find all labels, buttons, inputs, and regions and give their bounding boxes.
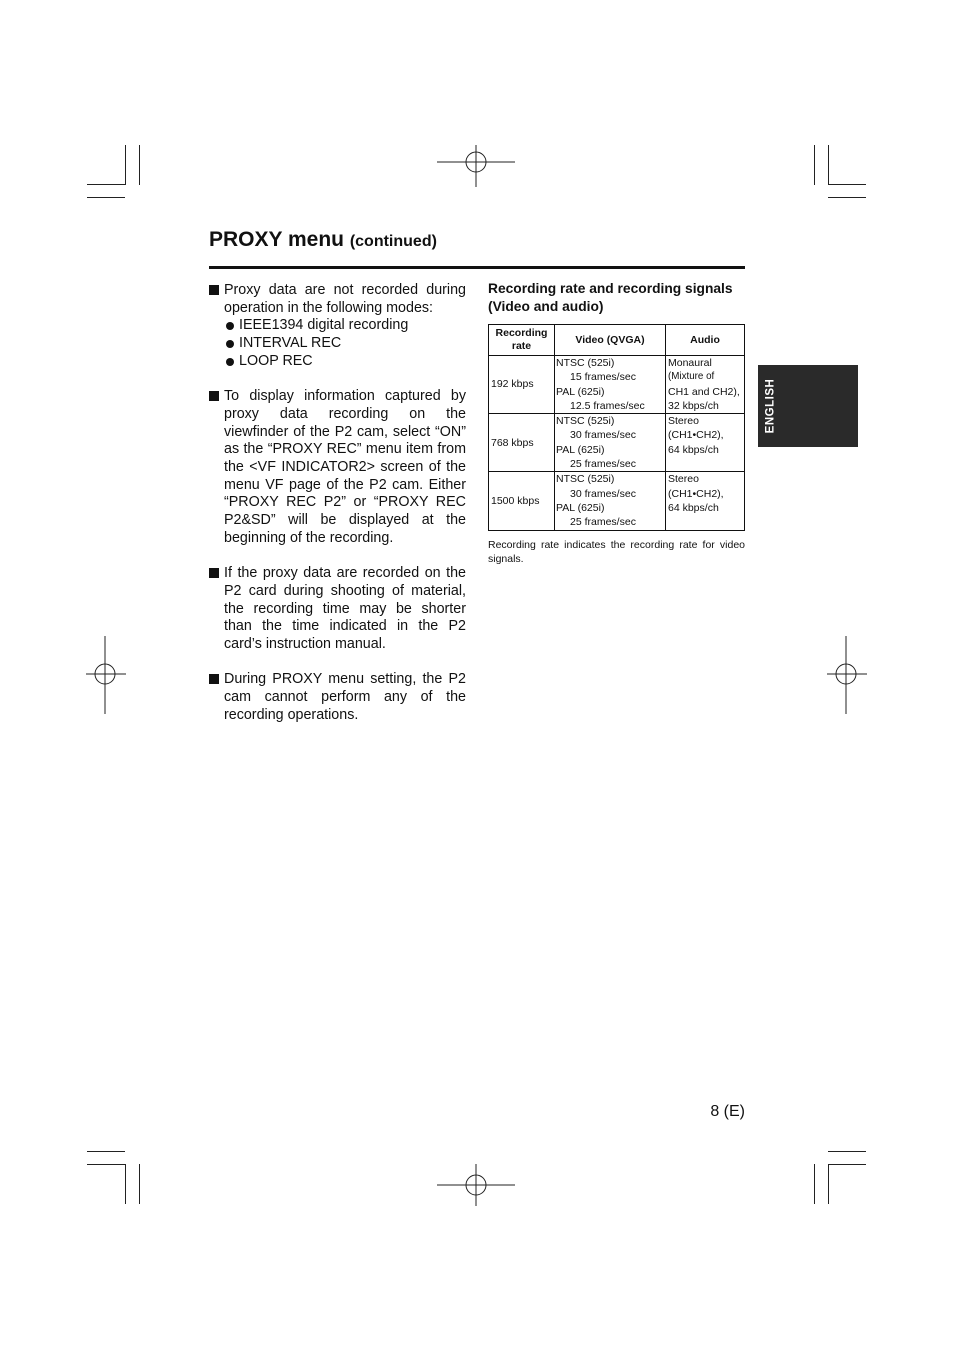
video-line: 30 frames/sec xyxy=(570,487,636,500)
audio-line: 64 kbps/ch xyxy=(668,443,719,456)
registration-mark-right xyxy=(827,636,867,714)
column-header-audio: Audio xyxy=(666,325,745,356)
page-title-subtitle: (continued) xyxy=(349,233,437,250)
audio-cell xyxy=(666,356,745,414)
audio-line: 64 kbps/ch xyxy=(668,501,719,514)
page-title xyxy=(209,228,437,252)
crop-mark-top-right-h2 xyxy=(828,197,866,198)
crop-mark-top-left-v2 xyxy=(139,145,140,185)
audio-line: CH1 and CH2), xyxy=(668,385,740,398)
video-line: NTSC (525i) xyxy=(556,415,615,428)
rate-cell: 1500 kbps xyxy=(489,472,555,530)
left-column xyxy=(209,282,466,742)
table-header-row xyxy=(489,325,745,356)
page-title-main: PROXY menu xyxy=(209,228,344,251)
video-line: NTSC (525i) xyxy=(556,357,615,369)
audio-line: Stereo xyxy=(668,415,699,428)
crop-mark-top-left-v1 xyxy=(125,145,126,185)
crop-mark-bottom-left-h2 xyxy=(87,1164,125,1165)
video-cell xyxy=(555,356,666,414)
table-row xyxy=(489,414,745,472)
audio-line: (CH1•CH2), xyxy=(668,487,724,500)
crop-mark-bottom-left-v1 xyxy=(125,1164,126,1204)
crop-mark-top-right-v2 xyxy=(828,145,829,185)
video-cell xyxy=(555,414,666,472)
audio-line: 32 kbps/ch xyxy=(668,399,719,412)
square-bullet-icon xyxy=(209,674,219,684)
video-line: 25 frames/sec xyxy=(570,516,636,529)
table-heading: Recording rate and recording signals (Video and audio) xyxy=(488,281,733,314)
crop-mark-bottom-right-v1 xyxy=(814,1164,815,1204)
video-line: PAL (625i) xyxy=(556,385,605,398)
registration-mark-left xyxy=(86,636,126,714)
audio-line: (CH1•CH2), xyxy=(668,429,724,442)
dot-bullet-icon xyxy=(226,358,234,366)
video-line: PAL (625i) xyxy=(556,501,605,514)
list-item-text: LOOP REC xyxy=(239,352,313,369)
bullet-text: If the proxy data are recorded on the P2 card during shooting of material, the recording time may be shorter than the time indicated in the P2 card’s instruction manual. xyxy=(224,565,466,653)
language-tab-label-wrap xyxy=(758,365,783,447)
language-tab xyxy=(758,365,858,447)
crop-mark-top-right-h1 xyxy=(828,184,866,185)
video-line: 25 frames/sec xyxy=(570,458,636,471)
table-row xyxy=(489,472,745,530)
dot-bullet-icon xyxy=(226,322,234,330)
bullet-item xyxy=(209,565,466,654)
rate-cell: 192 kbps xyxy=(489,356,555,414)
bullet-item xyxy=(209,282,466,371)
crop-mark-top-right-v1 xyxy=(814,145,815,185)
mode-list xyxy=(224,317,466,370)
rate-cell: 768 kbps xyxy=(489,414,555,472)
video-cell xyxy=(555,472,666,530)
crop-mark-bottom-left-h1 xyxy=(87,1151,125,1152)
recording-rate-table xyxy=(488,324,745,531)
square-bullet-icon xyxy=(209,391,219,401)
crop-mark-top-left-h1 xyxy=(87,184,125,185)
crop-mark-bottom-right-v2 xyxy=(828,1164,829,1204)
crop-mark-bottom-right-h1 xyxy=(828,1151,866,1152)
square-bullet-icon xyxy=(209,568,219,578)
list-item-text: INTERVAL REC xyxy=(239,335,342,352)
list-item xyxy=(224,335,466,353)
video-line: 30 frames/sec xyxy=(570,429,636,442)
audio-cell xyxy=(666,472,745,530)
dot-bullet-icon xyxy=(226,340,234,348)
crop-mark-top-left-h2 xyxy=(87,197,125,198)
crop-mark-bottom-left-v2 xyxy=(139,1164,140,1204)
video-line: NTSC (525i) xyxy=(556,473,615,486)
bullet-text: During PROXY menu setting, the P2 cam cannot perform any of the recording operations. xyxy=(224,671,466,723)
video-line: PAL (625i) xyxy=(556,443,605,456)
audio-cell xyxy=(666,414,745,472)
column-header-rate: Recording rate xyxy=(489,325,555,356)
audio-line: Stereo xyxy=(668,473,699,486)
registration-mark-bottom xyxy=(437,1164,515,1206)
title-rule xyxy=(209,266,745,269)
column-header-video: Video (QVGA) xyxy=(555,325,666,356)
registration-mark-top xyxy=(437,145,515,187)
list-item-text: IEEE1394 digital recording xyxy=(239,317,409,334)
video-line: 12.5 frames/sec xyxy=(570,399,645,412)
bullet-text: To display information captured by proxy data recording on the viewfinder of the P2 cam, select “ON” as the “PROXY REC” menu item from the <VF INDICATOR2> screen of the menu VF page of the P2 cam. Either “PROXY REC P2” or “PROXY REC P2&SD” will be displayed at the beginning of the recording. xyxy=(224,388,466,546)
audio-line: (Mixture of xyxy=(668,371,715,383)
audio-line: Monaural xyxy=(668,357,712,369)
page-number: 8 (E) xyxy=(710,1103,745,1120)
table-row xyxy=(489,356,745,414)
square-bullet-icon xyxy=(209,285,219,295)
list-item xyxy=(224,317,466,335)
video-line: 15 frames/sec xyxy=(570,371,636,384)
bullet-text: Proxy data are not recorded during operation in the following modes: xyxy=(224,282,466,316)
bullet-item xyxy=(209,671,466,724)
crop-mark-bottom-right-h2 xyxy=(828,1164,866,1165)
language-tab-label: ENGLISH xyxy=(764,378,777,434)
table-note: Recording rate indicates the recording rate for video signals. xyxy=(488,539,745,565)
list-item xyxy=(224,353,466,371)
bullet-item xyxy=(209,388,466,547)
